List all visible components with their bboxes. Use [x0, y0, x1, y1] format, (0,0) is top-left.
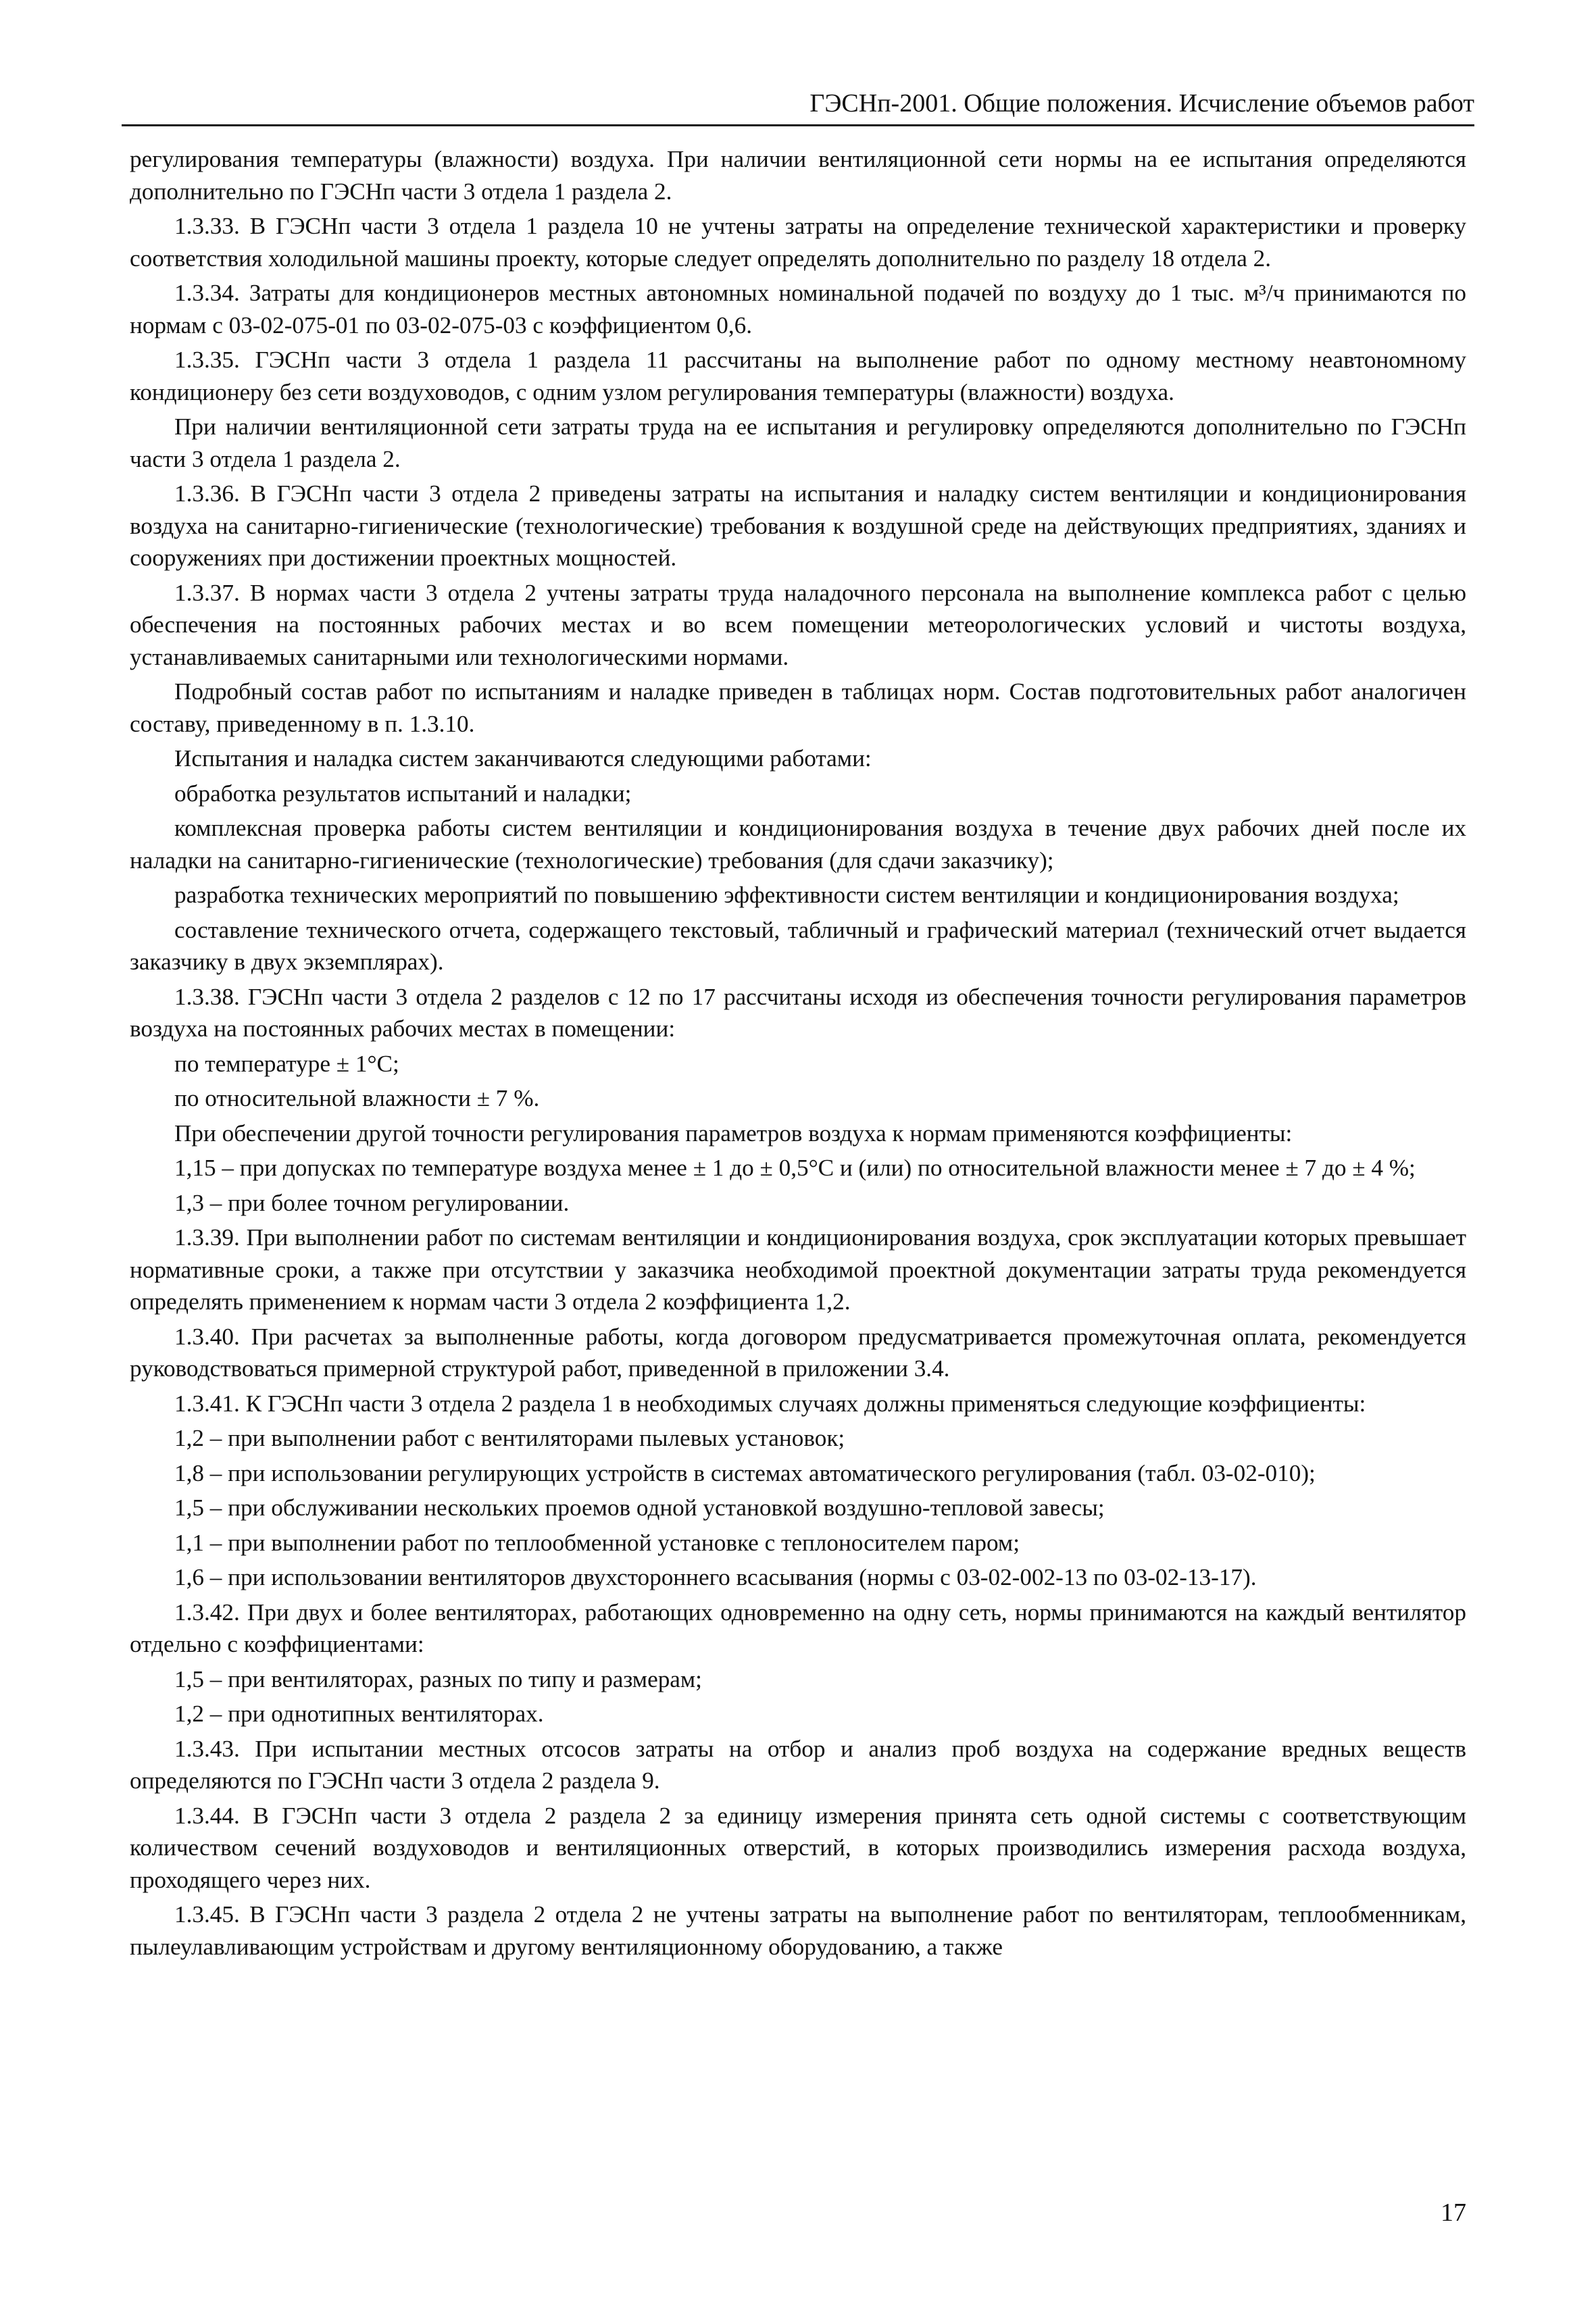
- list-item: по относительной влажности ± 7 %.: [174, 1085, 540, 1111]
- paragraph: 1.3.34. Затраты для кондиционеров местных автономных номинальной подачей по воздуху до 1 тыс. м³/ч принимаются по нормам с 03-02-075-01 по 03-02-075-03 с коэффициентом 0,6.: [130, 280, 1466, 338]
- body-text: [130, 143, 1466, 1965]
- paragraph: 1.3.42. При двух и более вентиляторах, работающих одновременно на одну сеть, нормы принимаются на каждый вентилятор отдельно с коэффициентами:: [130, 1599, 1466, 1657]
- list-item: 1,8 – при использовании регулирующих устройств в системах автоматического регулирования (табл. 03-02-010);: [174, 1459, 1316, 1486]
- paragraph: 1.3.33. В ГЭСНп части 3 отдела 1 раздела 10 не учтены затраты на определение технической характеристики и проверку соответствия холодильной машины проекту, которые следует определять дополнительно по разделу 18 отдела 2.: [130, 213, 1466, 272]
- paragraph: 1.3.43. При испытании местных отсосов затраты на отбор и анализ проб воздуха на содержание вредных веществ определяются по ГЭСНп части 3 отдела 2 раздела 9.: [130, 1735, 1466, 1794]
- paragraph: При наличии вентиляционной сети затраты труда на ее испытания и регулировку определяются дополнительно по ГЭСНп части 3 отдела 1 раздела 2.: [130, 413, 1466, 472]
- paragraph: 1.3.44. В ГЭСНп части 3 отдела 2 раздела 2 за единицу измерения принята сеть одной системы с соответствующим количеством сечений воздуховодов и вентиляционных отверстий, в которых производились измерения расхода воздуха, проходящего через них.: [130, 1802, 1466, 1893]
- paragraph: 1.3.38. ГЭСНп части 3 отдела 2 разделов с 12 по 17 рассчитаны исходя из обеспечения точности регулирования параметров воздуха на постоянных рабочих местах в помещении:: [130, 983, 1466, 1042]
- paragraph: 1.3.40. При расчетах за выполненные работы, когда договором предусматривается промежуточная оплата, рекомендуется руководствоваться примерной структурой работ, приведенной в приложении 3.4.: [130, 1323, 1466, 1382]
- list-item: комплексная проверка работы систем вентиляции и кондиционирования воздуха в течение двух рабочих дней после их наладки на санитарно-гигиенические (технологические) требования (для сдачи заказчику);: [130, 815, 1466, 874]
- paragraph: Подробный состав работ по испытаниям и наладке приведен в таблицах норм. Состав подготовительных работ аналогичен составу, приведенному в п. 1.3.10.: [130, 678, 1466, 737]
- list-item: 1,15 – при допусках по температуре воздуха менее ± 1 до ± 0,5°С и (или) по относительной влажности менее ± 7 до ± 4 %;: [174, 1155, 1416, 1181]
- list-item: 1,6 – при использовании вентиляторов двухстороннего всасывания (нормы с 03-02-002-13 по 03-02-13-17).: [174, 1564, 1257, 1590]
- running-header: ГЭСНп-2001. Общие положения. Исчисление объемов работ: [122, 86, 1474, 126]
- paragraph: 1.3.41. К ГЭСНп части 3 отдела 2 раздела 1 в необходимых случаях должны применяться следующие коэффициенты:: [174, 1390, 1366, 1417]
- paragraph: 1.3.36. В ГЭСНп части 3 отдела 2 приведены затраты на испытания и наладку систем вентиляции и кондиционирования воздуха на санитарно-гигиенические (технологические) требования к воздушной среде на действующих предприятиях, зданиях и сооружениях при достижении проектных мощностей.: [130, 480, 1466, 571]
- list-item: 1,3 – при более точном регулировании.: [174, 1189, 570, 1216]
- paragraph: регулирования температуры (влажности) воздуха. При наличии вентиляционной сети нормы на ее испытания определяются дополнительно по ГЭСНп части 3 отдела 1 раздела 2.: [130, 146, 1466, 205]
- list-item: 1,1 – при выполнении работ по теплообменной установке с теплоносителем паром;: [174, 1529, 1020, 1556]
- paragraph: При обеспечении другой точности регулирования параметров воздуха к нормам применяются коэффициенты:: [174, 1120, 1293, 1147]
- list-item: 1,5 – при вентиляторах, разных по типу и размерам;: [174, 1665, 702, 1692]
- list-item: 1,2 – при выполнении работ с вентиляторами пылевых установок;: [174, 1425, 845, 1451]
- paragraph: 1.3.37. В нормах части 3 отдела 2 учтены затраты труда наладочного персонала на выполнение комплекса работ с целью обеспечения на постоянных рабочих местах и во всем помещении метеорологических условий и чистоты воздуха, устанавливаемых санитарными или технологическими нормами.: [130, 579, 1466, 670]
- list-item: обработка результатов испытаний и наладки;: [174, 780, 632, 807]
- paragraph: 1.3.39. При выполнении работ по системам вентиляции и кондиционирования воздуха, срок эксплуатации которых превышает нормативные сроки, а также при отсутствии у заказчика необходимой проектной документации затраты труда рекомендуется определять применением к нормам части 3 отдела 2 коэффициента 1,2.: [130, 1224, 1466, 1315]
- list-item: 1,5 – при обслуживании нескольких проемов одной установкой воздушно-тепловой завесы;: [174, 1494, 1105, 1521]
- paragraph: Испытания и наладка систем заканчиваются следующими работами:: [174, 745, 872, 772]
- list-item: разработка технических мероприятий по повышению эффективности систем вентиляции и кондиционирования воздуха;: [174, 882, 1399, 908]
- list-item: по температуре ± 1°С;: [174, 1050, 399, 1077]
- paragraph: 1.3.35. ГЭСНп части 3 отдела 1 раздела 11 рассчитаны на выполнение работ по одному местному неавтономному кондиционеру без сети воздуховодов, с одним узлом регулирования температуры (влажности) воздуха.: [130, 347, 1466, 405]
- paragraph: 1.3.45. В ГЭСНп части 3 раздела 2 отдела 2 не учтены затраты на выполнение работ по вентиляторам, теплообменникам, пылеулавливающим устройствам и другому вентиляционному оборудованию, а также: [130, 1901, 1466, 1960]
- list-item: составление технического отчета, содержащего текстовый, табличный и графический материал (технический отчет выдается заказчику в двух экземплярах).: [130, 916, 1466, 975]
- list-item: 1,2 – при однотипных вентиляторах.: [174, 1701, 544, 1727]
- page-number: 17: [1441, 2198, 1466, 2227]
